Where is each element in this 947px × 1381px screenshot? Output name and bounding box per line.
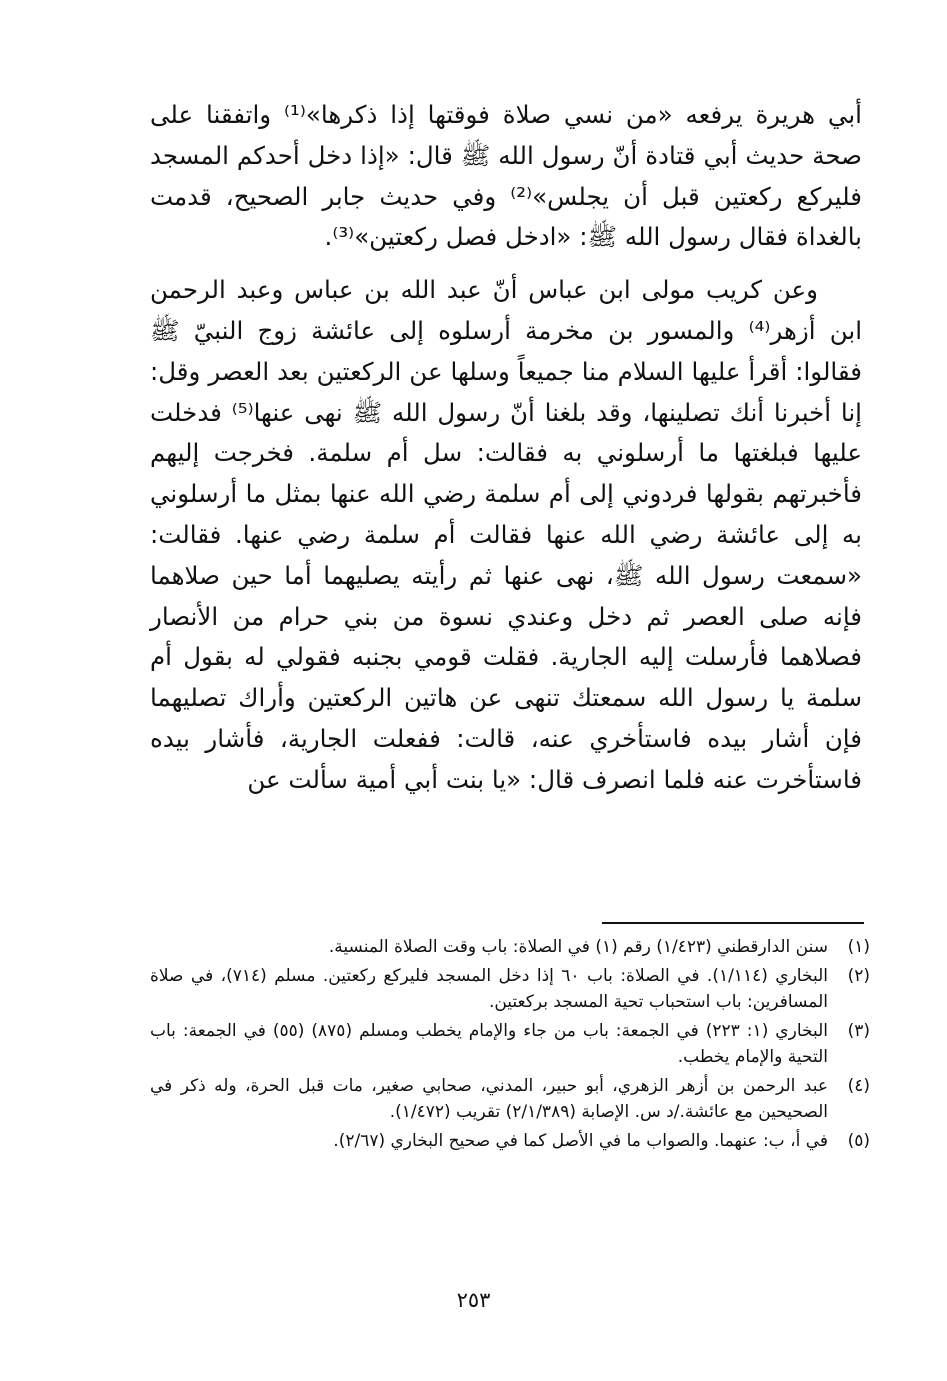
footnote-3 [150, 1018, 870, 1070]
footnote-2 [150, 963, 870, 1015]
page-number: ٢٥٣ [456, 1288, 491, 1312]
footnote-text: في أ، ب: عنهما. والصواب ما في الأصل كما في صحيح البخاري (٢/٦٧). [333, 1131, 828, 1151]
footnote-text: البخاري (١/١١٤). في الصلاة: باب ٦٠ إذا دخل المسجد فليركع ركعتين. مسلم (٧١٤)، في صلاة المسافرين: باب استحباب تحية المسجد بركعتين. [150, 966, 828, 1012]
main-text [150, 95, 862, 801]
footnote-text: عبد الرحمن بن أزهر الزهري، أبو حبير، المدني، صحابي صغير، مات قبل الحرة، وله ذكر في الصحيحين مع عائشة./د س. الإصابة (٢/١/٣٨٩) تقريب (١/٤٧٢). [150, 1076, 828, 1122]
footnote-text: سنن الدارقطني (١/٤٢٣) رقم (١) في الصلاة: باب وقت الصلاة المنسية. [328, 937, 828, 957]
footnote-number: (٥) [847, 1131, 870, 1151]
footnote-number: (٣) [847, 1021, 870, 1041]
footnote-separator [602, 922, 864, 924]
paragraph-1: أبي هريرة يرفعه «من نسي صلاة فوقتها إذا ذكرها»⁽¹⁾ واتفقنا على صحة حديث أبي قتادة أنّ رسول الله ﷺ قال: «إذا دخل أحدكم المسجد فليركع ركعتين قبل أن يجلس»⁽²⁾ وفي حديث جابر الصحيح، قدمت بالغداة فقال رسول الله ﷺ: «ادخل فصل ركعتين»⁽³⁾. [150, 100, 862, 252]
footnote-number: (١) [847, 937, 870, 957]
footnote-text: البخاري (١: ٢٢٣) في الجمعة: باب من جاء والإمام يخطب ومسلم (٨٧٥) (٥٥) في الجمعة: باب التحية والإمام يخطب. [150, 1021, 828, 1067]
footnote-number: (٤) [847, 1076, 870, 1096]
footnote-number: (٢) [847, 966, 870, 986]
footnote-5 [150, 1128, 870, 1154]
footnote-1 [150, 934, 870, 960]
footnote-4 [150, 1073, 870, 1125]
paragraph-2: وعن كريب مولى ابن عباس أنّ عبد الله بن عباس وعبد الرحمن ابن أزهر⁽⁴⁾ والمسور بن مخرمة أرسلوه إلى عائشة زوج النبيّ ﷺ فقالوا: أقرأ عليها السلام منا جميعاً وسلها عن الركعتين بعد العصر وقل: إنا أخبرنا أنك تصلينها، وقد بلغنا أنّ رسول الله ﷺ نهى عنها⁽⁵⁾ فدخلت عليها فبلغتها ما أرسلوني به فقالت: سل أم سلمة. فخرجت إليهم فأخبرتهم بقولها فردوني إلى أم سلمة رضي الله عنها بمثل ما أرسلوني به إلى عائشة رضي الله عنها فقالت أم سلمة رضي عنها. فقالت: «سمعت رسول الله ﷺ، نهى عنها ثم رأيته يصليهما أما حين صلاهما فإنه صلى العصر ثم دخل وعندي نسوة من بني حرام من الأنصار فصلاهما فأرسلت إليه الجارية. فقلت قومي بجنبه فقولي له بقول أم سلمة يا رسول الله سمعتك تنهى عن هاتين الركعتين وأراك تصليهما فإن أشار بيده فاستأخري عنه، قالت: ففعلت الجارية، فأشار بيده فاستأخرت عنه فلما انصرف قال: «يا بنت أبي أمية سألت عن [150, 275, 862, 794]
footnotes [150, 934, 870, 1157]
